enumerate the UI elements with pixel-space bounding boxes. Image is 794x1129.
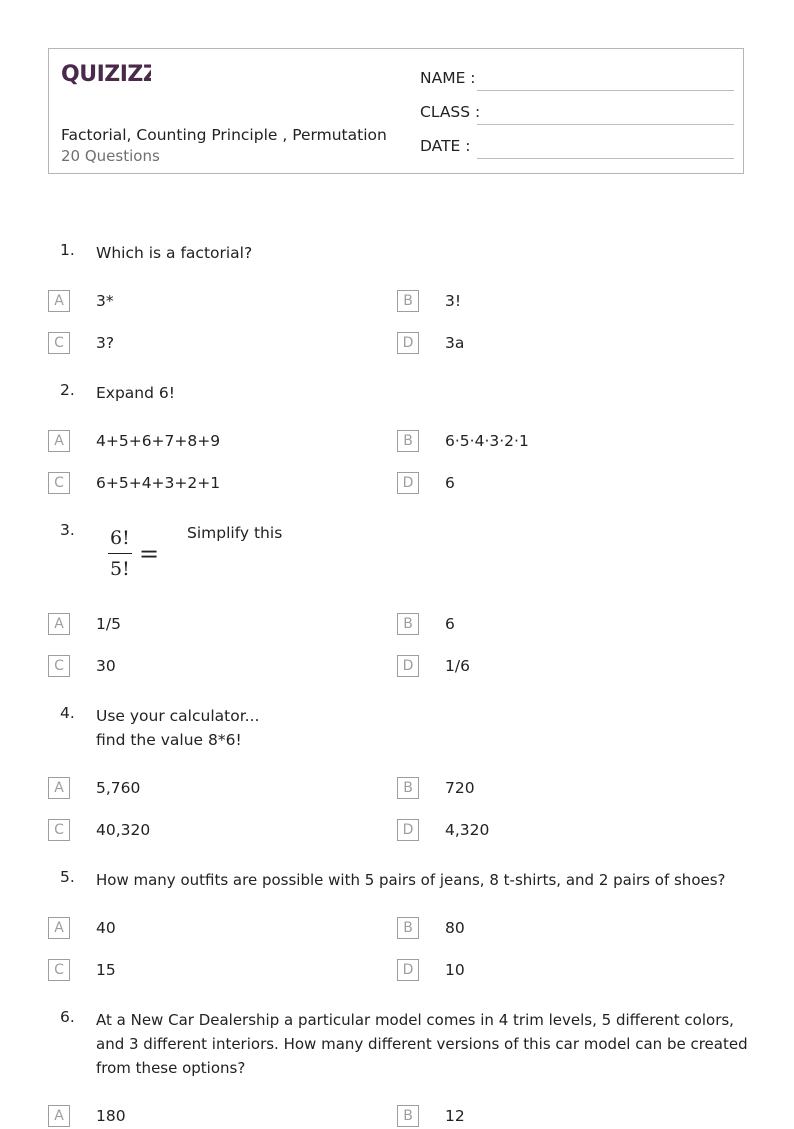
- option-letter: D: [397, 472, 419, 494]
- worksheet-title: Factorial, Counting Principle , Permutation: [61, 126, 387, 144]
- option-text: 40: [96, 919, 116, 937]
- svg-text:QUIZIZZ: QUIZIZZ: [61, 62, 151, 87]
- worksheet-header: [48, 48, 744, 174]
- option-letter: A: [48, 430, 70, 452]
- option-letter: A: [48, 613, 70, 635]
- option-letter: B: [397, 777, 419, 799]
- option-letter: C: [48, 472, 70, 494]
- question-number: 1.: [60, 241, 75, 259]
- option-text: 3*: [96, 292, 114, 310]
- equals-sign: =: [139, 540, 160, 568]
- question-text: At a New Car Dealership a particular model comes in 4 trim levels, 5 different colors, and 3 different interiors. How many different versions of this car model can be created from these options?: [96, 1011, 748, 1077]
- option-letter: D: [397, 655, 419, 677]
- option-text: 4+5+6+7+8+9: [96, 432, 221, 450]
- option-letter: A: [48, 917, 70, 939]
- option-text: 3a: [445, 334, 465, 352]
- option-text: 40,320: [96, 821, 151, 839]
- date-field[interactable]: [420, 137, 734, 159]
- fraction-denominator: 5!: [110, 558, 130, 580]
- question-number: 6.: [60, 1008, 75, 1026]
- question-text: [96, 704, 751, 752]
- option-letter: D: [397, 819, 419, 841]
- fraction-numerator: 6!: [110, 527, 130, 549]
- option-text: 3!: [445, 292, 462, 310]
- option-letter: C: [48, 959, 70, 981]
- name-line[interactable]: [477, 90, 734, 91]
- option-text: 6: [445, 474, 455, 492]
- option-letter: B: [397, 290, 419, 312]
- question-number: 3.: [60, 521, 75, 539]
- fraction-bar: [108, 553, 132, 554]
- option-letter: B: [397, 1105, 419, 1127]
- question-number: 4.: [60, 704, 75, 722]
- option-letter: D: [397, 959, 419, 981]
- class-field[interactable]: [420, 103, 734, 125]
- option-text: 30: [96, 657, 116, 675]
- question-text-line-1: Use your calculator...: [96, 707, 260, 725]
- question-number: 5.: [60, 868, 75, 886]
- class-label: CLASS :: [420, 103, 481, 121]
- option-text: 6·5·4·3·2·1: [445, 432, 529, 450]
- name-field[interactable]: [420, 69, 734, 91]
- option-text: 5,760: [96, 779, 141, 797]
- option-letter: C: [48, 819, 70, 841]
- question-number: 2.: [60, 381, 75, 399]
- option-letter: B: [397, 613, 419, 635]
- option-text: 12: [445, 1107, 465, 1125]
- option-text: 1/6: [445, 657, 470, 675]
- question-text: Simplify this: [187, 524, 283, 542]
- option-letter: A: [48, 290, 70, 312]
- option-text: 15: [96, 961, 116, 979]
- option-letter: B: [397, 917, 419, 939]
- option-text: 80: [445, 919, 465, 937]
- option-letter: C: [48, 655, 70, 677]
- question-text: Expand 6!: [96, 384, 175, 402]
- class-line[interactable]: [477, 124, 734, 125]
- option-text: 6+5+4+3+2+1: [96, 474, 221, 492]
- option-letter: C: [48, 332, 70, 354]
- option-letter: A: [48, 1105, 70, 1127]
- option-text: 3?: [96, 334, 115, 352]
- quizizz-logo: [61, 59, 151, 91]
- question-text: How many outfits are possible with 5 pairs of jeans, 8 t-shirts, and 2 pairs of shoes?: [96, 871, 726, 889]
- option-text: 180: [96, 1107, 126, 1125]
- option-letter: D: [397, 332, 419, 354]
- name-label: NAME :: [420, 69, 476, 87]
- date-line[interactable]: [477, 158, 734, 159]
- date-label: DATE :: [420, 137, 471, 155]
- option-text: 6: [445, 615, 455, 633]
- option-text: 1/5: [96, 615, 121, 633]
- question-text-line-2: find the value 8*6!: [96, 731, 242, 749]
- option-text: 720: [445, 779, 475, 797]
- question-text: Which is a factorial?: [96, 244, 253, 262]
- question-count: 20 Questions: [61, 147, 160, 165]
- option-text: 10: [445, 961, 465, 979]
- option-text: 4,320: [445, 821, 490, 839]
- option-letter: B: [397, 430, 419, 452]
- option-letter: A: [48, 777, 70, 799]
